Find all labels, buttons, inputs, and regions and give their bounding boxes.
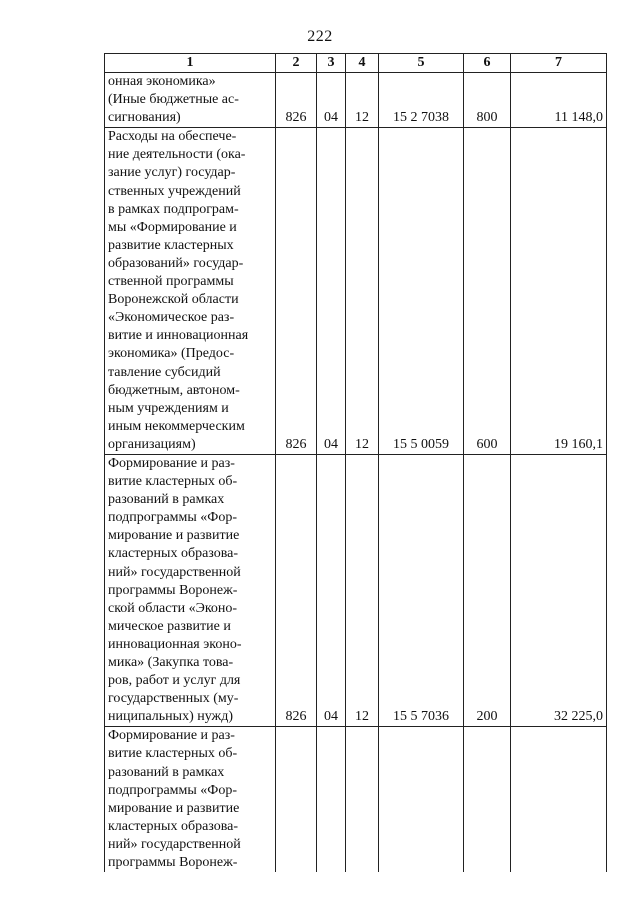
description-line: развитие кластерных (108, 237, 234, 253)
column-header: 4 (346, 54, 379, 73)
column-header: 2 (276, 54, 317, 73)
description-line: мика» (Закупка това- (108, 655, 234, 670)
description-line: иным некоммерческим (108, 418, 245, 434)
description-line: образований» государ- (108, 255, 244, 271)
description-line: разований в рамках (108, 492, 225, 508)
cell-col5: 15 5 7036 (379, 454, 464, 726)
description-line: ственной программы (108, 274, 234, 290)
table-header-row (105, 54, 607, 73)
cell-col7: 11 148,0 (511, 73, 607, 128)
cell-col5: 15 2 7038 (379, 73, 464, 128)
cell-col4: 12 (346, 128, 379, 455)
description-line: ний» государственной (108, 836, 241, 852)
cell-col2: 826 (276, 73, 317, 128)
description-line: в рамках подпрограм- (108, 201, 239, 217)
description-line: мы «Формирование и (108, 219, 237, 235)
row-description (105, 454, 276, 726)
description-line: ской области «Эконо- (108, 600, 238, 616)
cell-col6: 800 (464, 73, 511, 128)
description-line: экономика» (Предос- (108, 346, 235, 362)
cell-col6: 200 (464, 454, 511, 726)
table-row (105, 454, 607, 726)
column-header: 5 (379, 54, 464, 73)
table-body (105, 73, 607, 873)
cell-col5 (379, 727, 464, 872)
description-line: государственных (му- (108, 691, 239, 707)
row-description (105, 727, 276, 872)
cell-col4: 12 (346, 73, 379, 128)
table-row (105, 727, 607, 872)
cell-col4: 12 (346, 454, 379, 726)
description-line: бюджетным, автоном- (108, 382, 240, 398)
cell-col7: 19 160,1 (511, 128, 607, 455)
cell-col6 (464, 727, 511, 872)
cell-col7: 32 225,0 (511, 454, 607, 726)
description-line: Воронежской области (108, 292, 239, 308)
description-line: разований в рамках (108, 764, 225, 780)
description-line: подпрограммы «Фор- (108, 782, 238, 798)
cell-col3: 04 (317, 128, 346, 455)
table-row (105, 128, 607, 455)
description-line: программы Воронеж- (108, 855, 238, 871)
row-description (105, 128, 276, 455)
description-line: зание услуг) государ- (108, 165, 236, 181)
description-line: тавление субсидий (108, 364, 221, 380)
cell-col5: 15 5 0059 (379, 128, 464, 455)
description-line: «Экономическое раз- (108, 310, 235, 326)
description-line: Формирование и раз- (108, 728, 235, 744)
description-line: витие кластерных об- (108, 746, 238, 762)
column-header: 7 (511, 54, 607, 73)
cell-col4 (346, 727, 379, 872)
description-line: ственных учреждений (108, 183, 241, 199)
cell-col2 (276, 727, 317, 872)
description-line: Формирование и раз- (108, 455, 235, 471)
description-line: мическое развитие и (108, 618, 231, 634)
cell-col3 (317, 727, 346, 872)
budget-table (104, 53, 607, 872)
description-line: кластерных образова- (108, 818, 239, 834)
column-header: 1 (105, 54, 276, 73)
description-line: подпрограммы «Фор- (108, 510, 238, 526)
cell-col3: 04 (317, 454, 346, 726)
description-line: ний» государственной (108, 564, 241, 580)
cell-col2: 826 (276, 128, 317, 455)
table-row (105, 73, 607, 128)
description-line: витие кластерных об- (108, 474, 238, 490)
description-line: ниципальных) нужд) (108, 709, 233, 725)
description-line: мирование и развитие (108, 528, 240, 544)
description-line: ние деятельности (ока- (108, 147, 246, 163)
description-line: кластерных образова- (108, 546, 239, 562)
description-line: ров, работ и услуг для (108, 673, 241, 689)
cell-col6: 600 (464, 128, 511, 455)
column-header: 6 (464, 54, 511, 73)
description-line: Расходы на обеспече- (108, 129, 237, 145)
description-line: онная экономика» (108, 74, 216, 89)
description-line: витие и инновационная (108, 328, 249, 344)
cell-col3: 04 (317, 73, 346, 128)
description-line: организациям) (108, 436, 196, 452)
description-line: сигнования) (108, 110, 181, 126)
description-line: ным учреждениям и (108, 400, 229, 416)
cell-col2: 826 (276, 454, 317, 726)
description-line: мирование и развитие (108, 800, 240, 816)
cell-col7 (511, 727, 607, 872)
row-description (105, 73, 276, 128)
description-line: инновационная эконо- (108, 636, 242, 652)
page-number: 222 (307, 28, 333, 45)
description-line: программы Воронеж- (108, 582, 238, 598)
description-line: (Иные бюджетные ас- (108, 92, 239, 108)
column-header: 3 (317, 54, 346, 73)
